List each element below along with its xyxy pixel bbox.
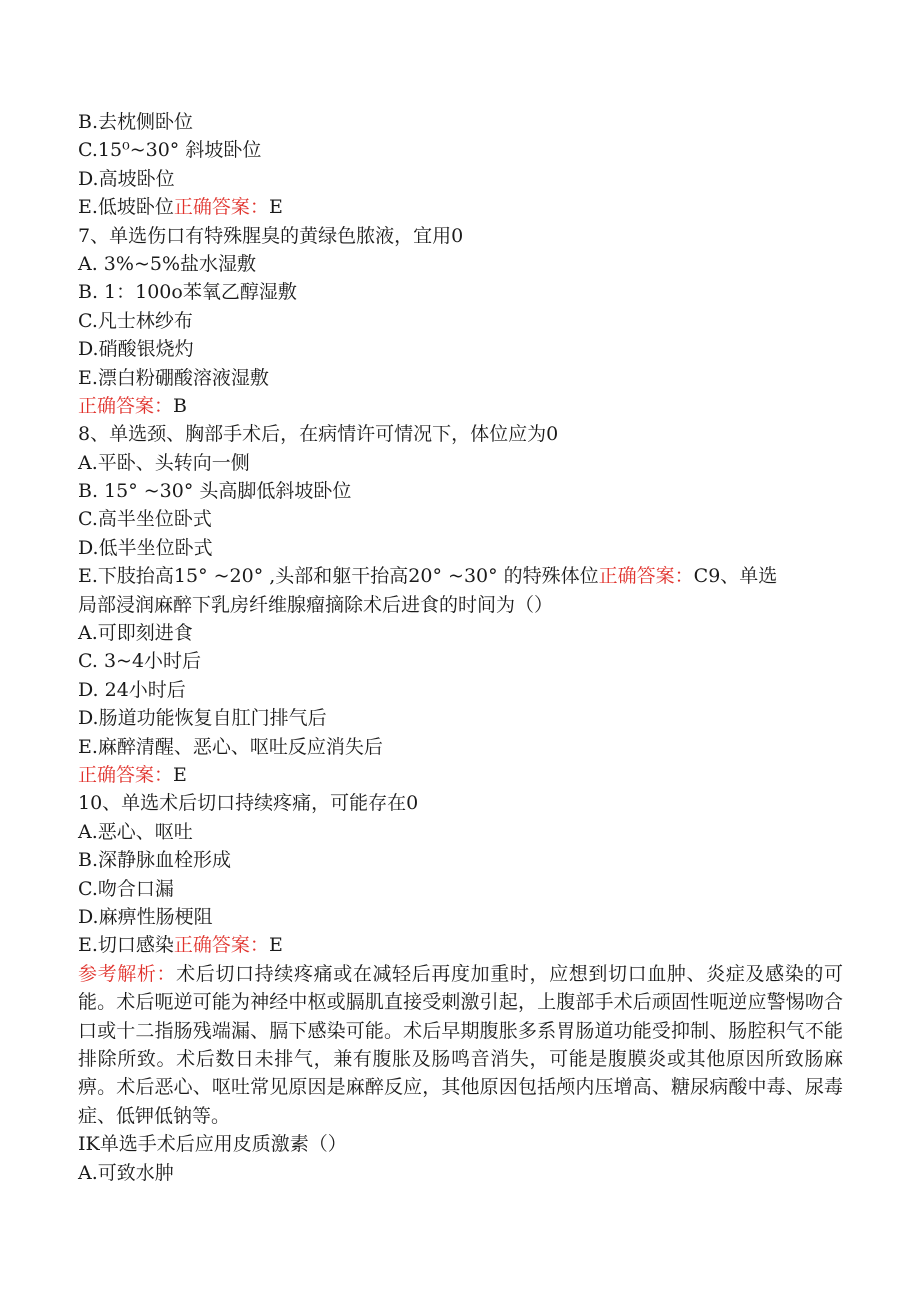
answer-line [78,761,843,789]
option-d: D.高坡卧位 [78,167,175,190]
answer-label: 正确答案： [173,934,269,957]
option-a: A.平卧、头转向一侧 [78,451,250,474]
option-a: A.可致水肿 [78,1161,174,1184]
question-7: 7、单选伤口有特殊腥臭的黄绿色脓液，宜用0 [78,224,464,247]
option-e: E.下肢抬高15° ~20° ,头部和躯干抬高20° ~30° 的特殊体位 [78,565,599,588]
option-e: E.低坡卧位 [78,196,174,219]
analysis-label: 参考解析： [78,962,177,985]
option-d: D.肠道功能恢复自肛门排气后 [78,707,327,730]
option-e-with-answer [78,562,843,590]
option-a: A.可即刻进食 [78,622,193,645]
option-c: C.吻合口漏 [78,877,174,900]
option-d: D.麻痹性肠梗阻 [78,905,213,928]
option-d: D. 24小时后 [78,678,186,701]
answer-label: 正确答案： [598,565,694,588]
answer-line [78,392,843,420]
question-11: IK单选手术后应用皮质激素（） [78,1133,347,1156]
option-b: B. 15° ~30° 头高脚低斜坡卧位 [78,480,352,503]
option-b: B.深静脉血栓形成 [78,849,232,872]
answer-value: E [268,196,283,219]
option-e: E.切口感染 [78,934,174,957]
option-a: A. 3%~5%盐水湿敷 [78,252,257,275]
option-c: C. 3~4小时后 [78,650,202,673]
answer-value: E [268,934,283,957]
option-e-with-answer [78,193,843,221]
question-10: 10、单选术后切口持续疼痛，可能存在0 [78,792,419,815]
option-d: D.低半坐位卧式 [78,536,213,559]
option-d: D.硝酸银烧灼 [78,338,194,361]
answer-label: 正确答案： [78,394,174,417]
answer-label: 正确答案： [173,196,269,219]
analysis-text: 术后切口持续疼痛或在减轻后再度加重时，应想到切口血肿、炎症及感染的可能。术后呃逆可能为神经中枢或膈肌直接受刺激引起，上腹部手术后顽固性呃逆应警惕吻合口或十二指肠残端漏、膈下感染可能。术后早期腹胀多系胃肠道功能受抑制、肠腔积气不能排除所致。术后数日未排气，兼有腹胀及肠鸣音消失，可能是腹膜炎或其他原因所致肠麻痹。术后恶心、呕吐常见原因是麻醉反应，其他原因包括颅内压增高、糖尿病酸中毒、尿毒症、低钾低钠等。 [78,962,843,1127]
option-c: C.凡士林纱布 [78,309,193,332]
document-page [78,108,843,1187]
answer-value: B [173,394,187,417]
answer-label: 正确答案： [78,763,174,786]
answer-value: E [173,763,187,786]
analysis-paragraph [78,960,843,1130]
option-c: C.15⁰~30° 斜坡卧位 [78,139,262,162]
option-c: C.高半坐位卧式 [78,508,212,531]
option-e: E.漂白粉硼酸溶液湿敷 [78,366,269,389]
question-8: 8、单选颈、胸部手术后，在病情许可情况下，体位应为0 [78,423,559,446]
answer-value: C9、单选 [693,565,778,588]
option-a: A.恶心、呕吐 [78,820,193,843]
question-9-continued: 局部浸润麻醉下乳房纤维腺瘤摘除术后进食的时间为（） [78,593,554,616]
option-e-with-answer [78,931,843,959]
option-e: E.麻醉清醒、恶心、呕吐反应消失后 [78,735,383,758]
option-b: B. 1：100o苯氧乙醇湿敷 [78,281,297,304]
option-b: B.去枕侧卧位 [78,111,194,133]
